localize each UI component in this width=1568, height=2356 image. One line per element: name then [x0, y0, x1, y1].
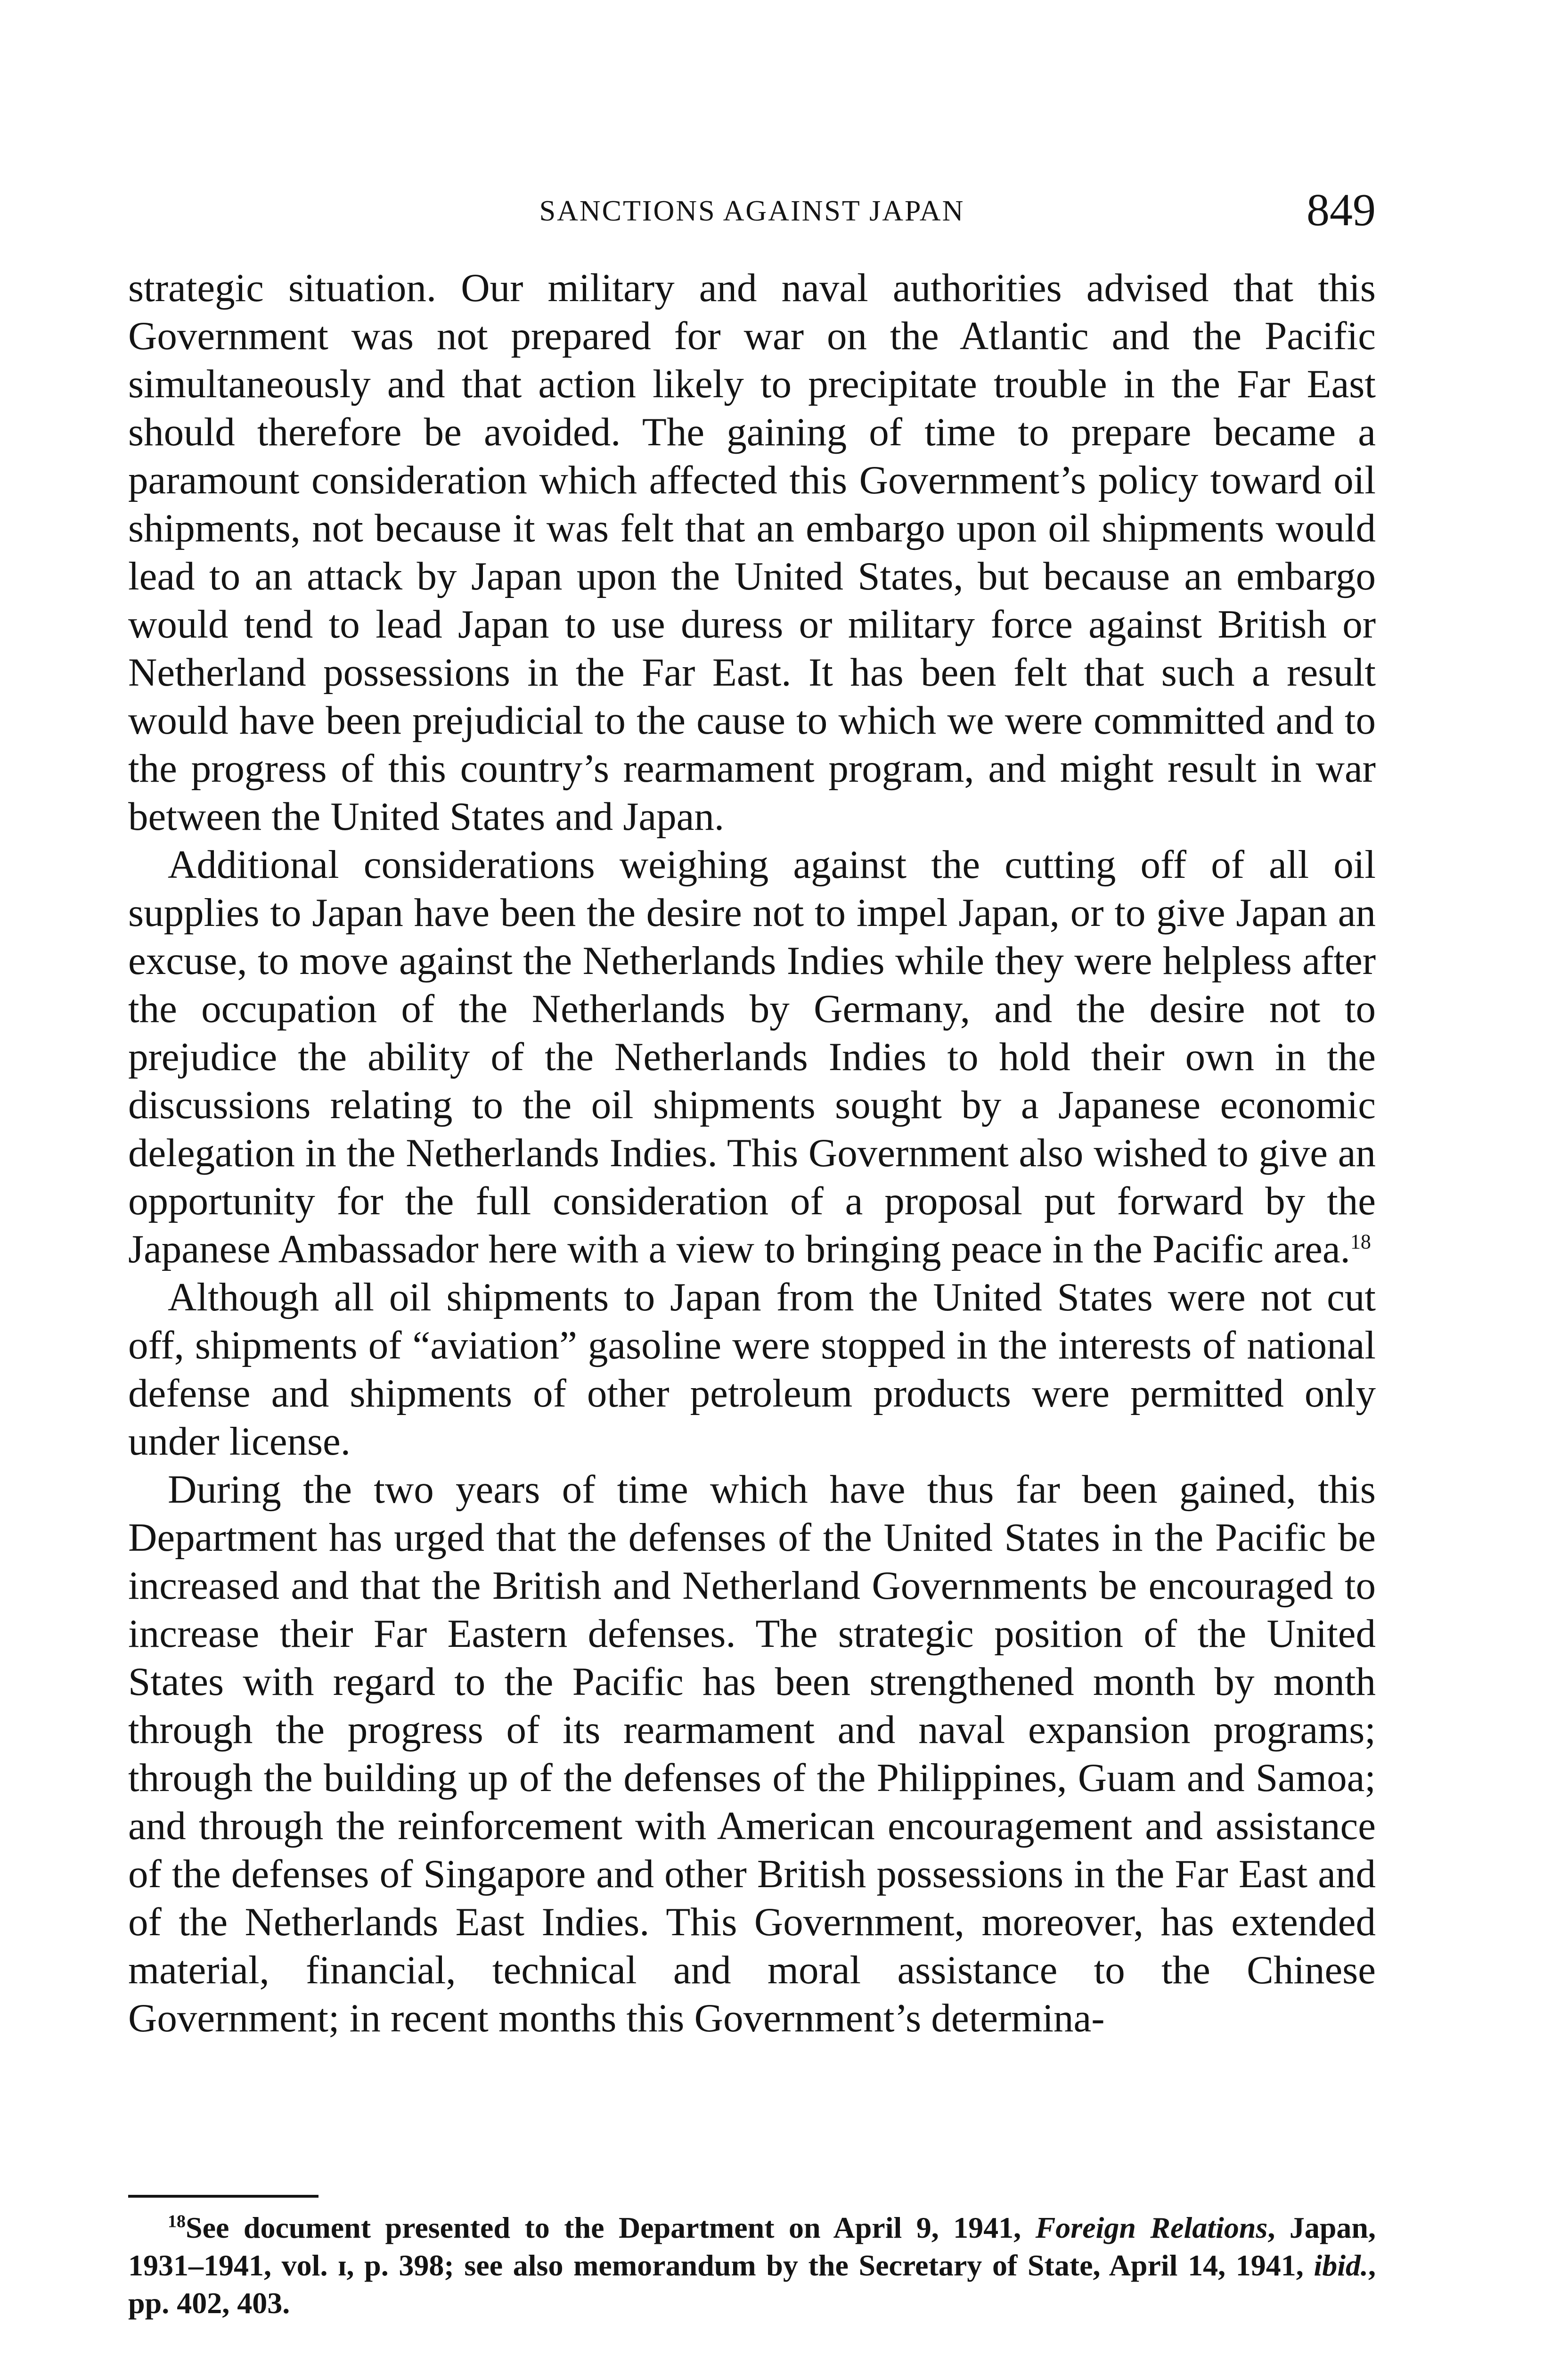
footnote-text: , Japan, 1931–1941, vol. ɪ, p. 398; see also memorandum by the Secretary of State, April 14, 1941, — [128, 2211, 1376, 2282]
paragraph-text: Additional considerations weighing against the cutting off of all oil supplies to Japan have been the desire not to impel Japan, or to give Japan an excuse, to move against the Netherlands Indies while they were helpless after the occupation of the Netherlands by Germany, and the desire not to prejudice the ability of the Netherlands Indies to hold their own in the discussions relating to the oil shipments sought by a Japanese economic delegation in the Netherlands Indies. This Government also wished to give an opportunity for the full consideration of a proposal put forward by the Japanese Ambassador here with a view to bringing peace in the Pacific area. — [128, 843, 1376, 1271]
footnote-marker: 18 — [168, 2211, 186, 2232]
body-text — [128, 264, 1376, 2042]
paragraph-text: strategic situation. Our military and naval authorities advised that this Government was not prepared for war on the Atlantic and the Pacific simultaneously and that action likely to precipitate trouble in the Far East should therefore be avoided. The gaining of time to prepare became a paramount consideration which affected this Government’s policy toward oil shipments, not because it was felt that an embargo upon oil shipments would lead to an attack by Japan upon the United States, but because an embargo would tend to lead Japan to use duress or military force against British or Netherland possessions in the Far East. It has been felt that such a result would have been prejudicial to the cause to which we were committed and to the progress of this country’s rearmament program, and might result in war between the United States and Japan. — [128, 266, 1376, 839]
footnote-ibid: ibid. — [1314, 2249, 1368, 2282]
footnote-text: , pp. 402, 403. — [128, 2249, 1376, 2320]
footnote-divider — [128, 2195, 318, 2198]
footnote — [128, 2209, 1376, 2322]
paragraph-continued — [128, 264, 1376, 841]
paragraph — [128, 1465, 1376, 2042]
running-title: SANCTIONS AGAINST JAPAN — [539, 195, 965, 227]
footnote-publication-title: Foreign Relations — [1035, 2211, 1268, 2244]
paragraph-text: During the two years of time which have thus far been gained, this Department has urged that the defenses of the United States in the Pacific be increased and that the British and Netherland Governments be encouraged to increase their Far Eastern defenses. The strategic position of the United States with regard to the Pacific has been strengthened month by month through the progress of its rearmament and naval expansion programs; through the building up of the defenses of the Philippines, Guam and Samoa; and through the reinforcement with American encouragement and assistance of the defenses of Singapore and other British possessions in the Far East and of the Netherlands East Indies. This Government, moreover, has extended material, financial, technical and moral assistance to the Chinese Government; in recent months this Government’s determina- — [128, 1467, 1376, 2040]
page-number: 849 — [1307, 185, 1376, 236]
footnote-text: See document presented to the Department on April 9, 1941, — [186, 2211, 1036, 2244]
running-head — [128, 185, 1376, 239]
footnote-reference: 18 — [1350, 1230, 1371, 1253]
paragraph — [128, 1273, 1376, 1465]
paragraph-text: Although all oil shipments to Japan from the United States were not cut off, shipments of “aviation” gasoline were stopped in the interests of national defense and shipments of other petroleum products were permitted only under license. — [128, 1275, 1376, 1464]
paragraph — [128, 841, 1376, 1273]
